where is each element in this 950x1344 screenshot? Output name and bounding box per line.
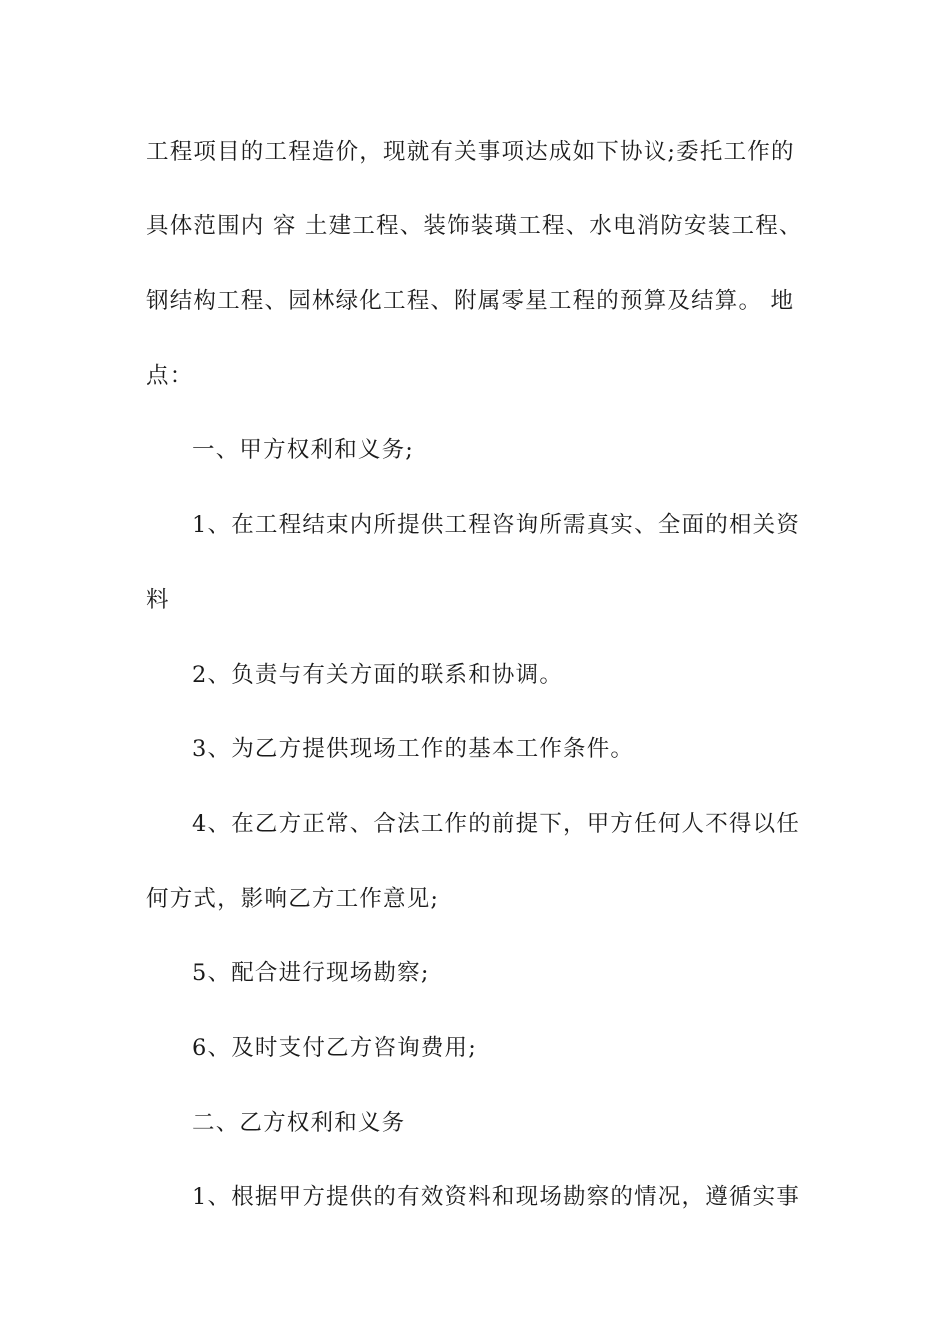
paragraph-line: 点： bbox=[146, 363, 194, 389]
list-item: 3、为乙方提供现场工作的基本工作条件。 bbox=[192, 736, 635, 762]
section-heading: 二、乙方权利和义务 bbox=[192, 1110, 406, 1136]
list-item-continuation: 何方式，影响乙方工作意见; bbox=[146, 886, 440, 912]
list-item: 6、及时支付乙方咨询费用; bbox=[192, 1035, 477, 1061]
list-item: 4、在乙方正常、合法工作的前提下，甲方任何人不得以任 bbox=[192, 811, 801, 837]
paragraph-line: 工程项目的工程造价，现就有关事项达成如下协议;委托工作的 bbox=[146, 139, 795, 165]
list-item: 5、配合进行现场勘察; bbox=[192, 960, 430, 986]
list-item: 1、在工程结束内所提供工程咨询所需真实、全面的相关资 bbox=[192, 512, 801, 538]
paragraph-line: 钢结构工程、园林绿化工程、附属零星工程的预算及结算。 地 bbox=[146, 288, 795, 314]
section-heading: 一、甲方权利和义务; bbox=[192, 437, 415, 463]
paragraph-line: 具体范围内 容 土建工程、装饰装璜工程、水电消防安装工程、 bbox=[146, 213, 803, 239]
list-item: 2、负责与有关方面的联系和协调。 bbox=[192, 662, 564, 688]
list-item-continuation: 料 bbox=[146, 587, 170, 613]
list-item: 1、根据甲方提供的有效资料和现场勘察的情况，遵循实事 bbox=[192, 1184, 801, 1210]
